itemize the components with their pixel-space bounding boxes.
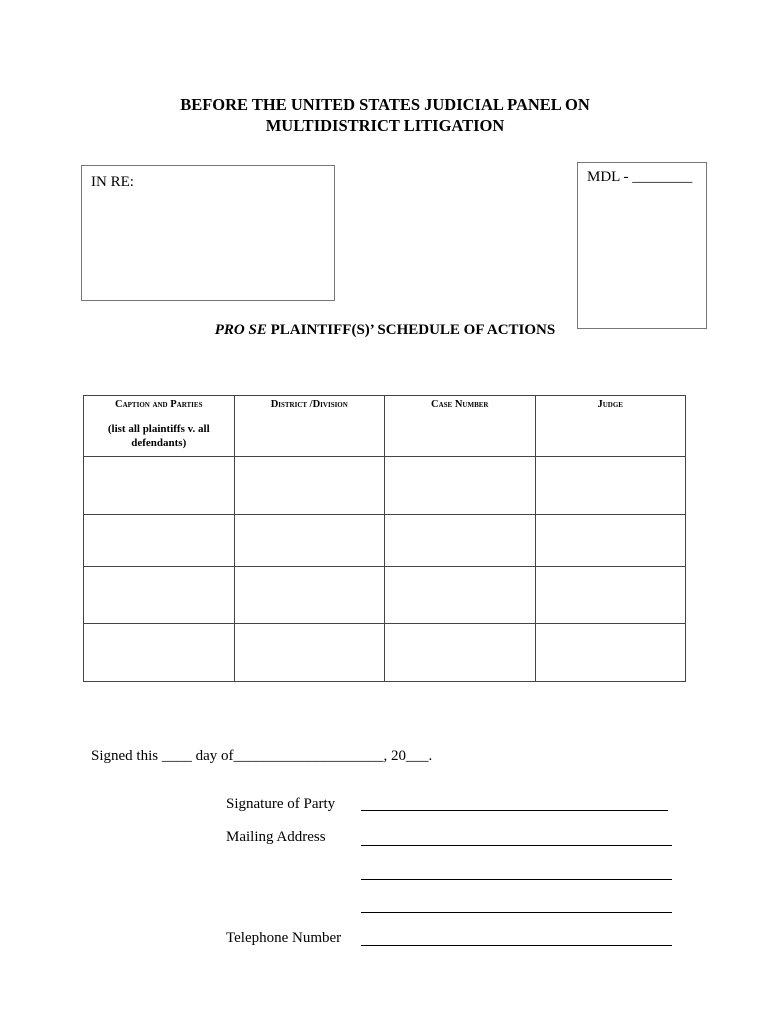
cell-judge[interactable]	[535, 567, 686, 624]
subtitle-rest: PLAINTIFF(S)’ SCHEDULE OF ACTIONS	[266, 322, 556, 338]
cell-judge[interactable]	[535, 457, 686, 515]
mailing-address-label: Mailing Address	[226, 829, 326, 845]
caption-note: (list all plaintiffs v. all defendants)	[107, 423, 210, 449]
document-title	[0, 94, 770, 136]
mdl-number-label: MDL - ________	[587, 169, 693, 185]
cell-caption[interactable]	[84, 567, 235, 624]
signature-line[interactable]	[361, 810, 668, 811]
cell-district[interactable]	[234, 457, 385, 515]
schedule-of-actions-table	[83, 395, 686, 682]
cell-caption[interactable]	[84, 624, 235, 682]
in-re-label: IN RE:	[91, 174, 134, 190]
header-case-number: Case Number	[385, 396, 536, 457]
cell-district[interactable]	[234, 567, 385, 624]
header-district-division: District /Division	[234, 396, 385, 457]
telephone-number-label: Telephone Number	[226, 930, 342, 946]
cell-case-number[interactable]	[385, 624, 536, 682]
mdl-box[interactable]	[577, 162, 707, 329]
cell-case-number[interactable]	[385, 457, 536, 515]
title-line-2: MULTIDISTRICT LITIGATION	[265, 116, 505, 135]
in-re-box[interactable]	[81, 165, 335, 301]
cell-judge[interactable]	[535, 515, 686, 567]
table-row	[84, 457, 686, 515]
cell-case-number[interactable]	[385, 515, 536, 567]
mailing-address-line-2[interactable]	[361, 879, 672, 880]
title-line-1: BEFORE THE UNITED STATES JUDICIAL PANEL ON	[180, 95, 590, 114]
cell-caption[interactable]	[84, 457, 235, 515]
cell-case-number[interactable]	[385, 567, 536, 624]
header-caption-label: Caption and Parties	[115, 399, 203, 410]
table-header-row	[84, 396, 686, 457]
cell-district[interactable]	[234, 515, 385, 567]
table-row	[84, 624, 686, 682]
telephone-number-line[interactable]	[361, 945, 672, 946]
table-row	[84, 515, 686, 567]
table-row	[84, 567, 686, 624]
mailing-address-line-3[interactable]	[361, 912, 672, 913]
header-caption-and-parties	[84, 396, 235, 457]
mailing-address-line-1[interactable]	[361, 845, 672, 846]
cell-district[interactable]	[234, 624, 385, 682]
subtitle-pro-se: PRO SE	[214, 322, 267, 338]
cell-caption[interactable]	[84, 515, 235, 567]
cell-judge[interactable]	[535, 624, 686, 682]
signature-of-party-label: Signature of Party	[226, 796, 336, 812]
schedule-subtitle	[0, 322, 770, 339]
signed-date-line[interactable]: Signed this ____ day of____________________, 20___.	[91, 748, 433, 764]
header-judge: Judge	[535, 396, 686, 457]
